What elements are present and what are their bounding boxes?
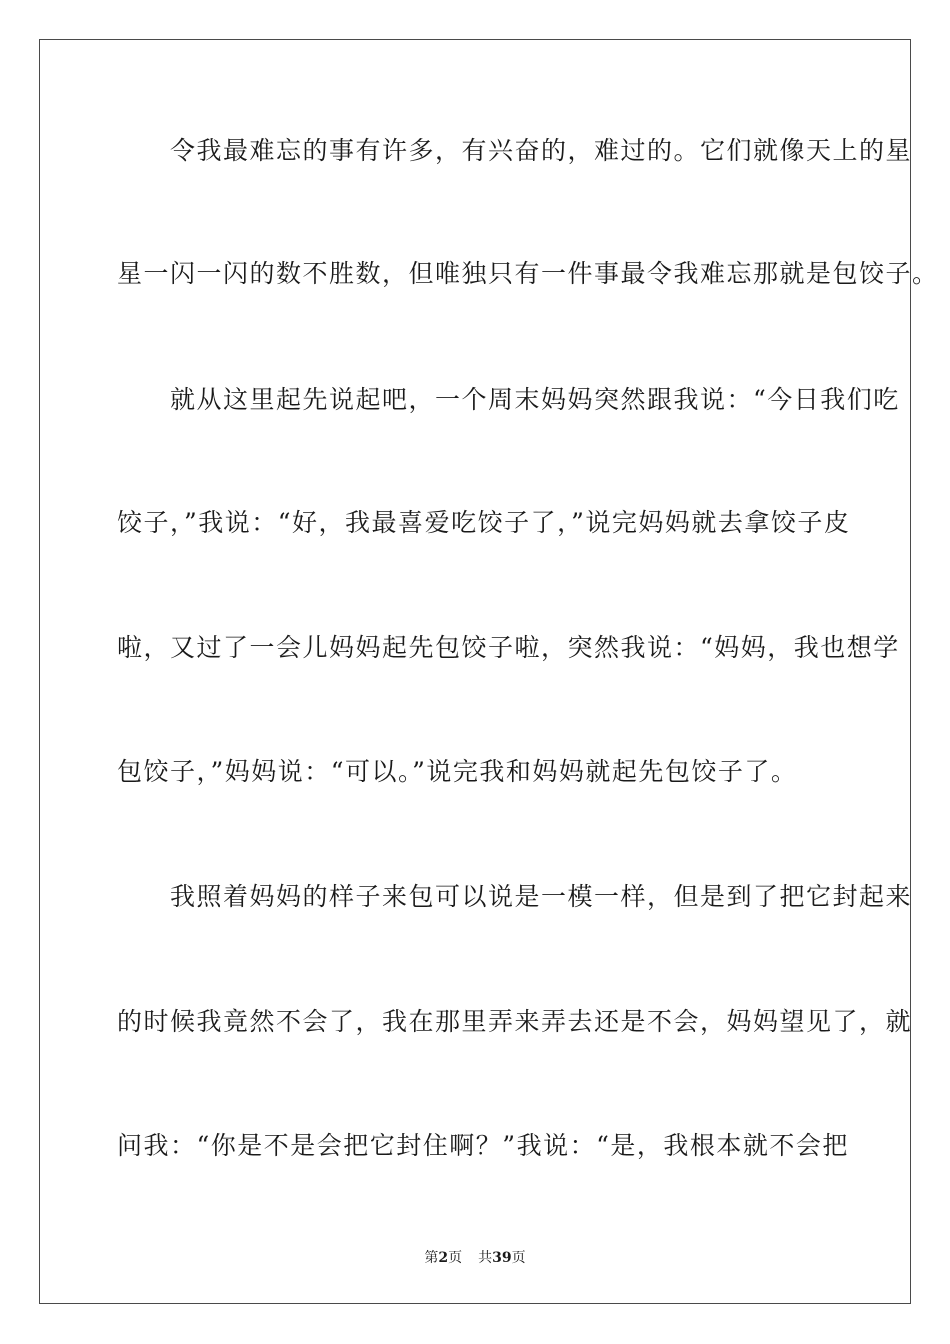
page-number: 2 bbox=[438, 1250, 449, 1266]
text-line-7: 我照着妈妈的样子来包可以说是一模一样，但是到了把它封起来 bbox=[117, 882, 913, 911]
page-suffix: 页 bbox=[448, 1250, 463, 1266]
total-prefix: 共 bbox=[478, 1250, 493, 1266]
text-line-8: 的时候我竟然不会了，我在那里弄来弄去还是不会，妈妈望见了，就 bbox=[117, 1007, 913, 1036]
text-line-5: 啦，又过了一会儿妈妈起先包饺子啦，突然我说：“妈妈，我也想学 bbox=[117, 633, 900, 662]
text-line-2: 星一闪一闪的数不胜数，但唯独只有一件事最令我难忘那就是包饺子。 bbox=[117, 259, 939, 288]
text-line-6: 包饺子，”妈妈说：“可以。”说完我和妈妈就起先包饺子了。 bbox=[117, 757, 798, 786]
text-line-9: 问我：“你是不是会把它封住啊？”我说：“是，我根本就不会把 bbox=[117, 1131, 849, 1160]
total-suffix: 页 bbox=[511, 1250, 526, 1266]
page-border bbox=[39, 39, 939, 1304]
total-pages: 39 bbox=[492, 1250, 512, 1266]
text-line-4: 饺子，”我说：“好，我最喜爱吃饺子了，”说完妈妈就去拿饺子皮 bbox=[117, 508, 851, 537]
page-prefix: 第 bbox=[424, 1250, 439, 1266]
text-line-1: 令我最难忘的事有许多，有兴奋的，难过的。它们就像天上的星 bbox=[117, 136, 913, 165]
text-line-3: 就从这里起先说起吧，一个周末妈妈突然跟我说：“今日我们吃 bbox=[117, 385, 900, 414]
page-footer bbox=[0, 1249, 950, 1267]
